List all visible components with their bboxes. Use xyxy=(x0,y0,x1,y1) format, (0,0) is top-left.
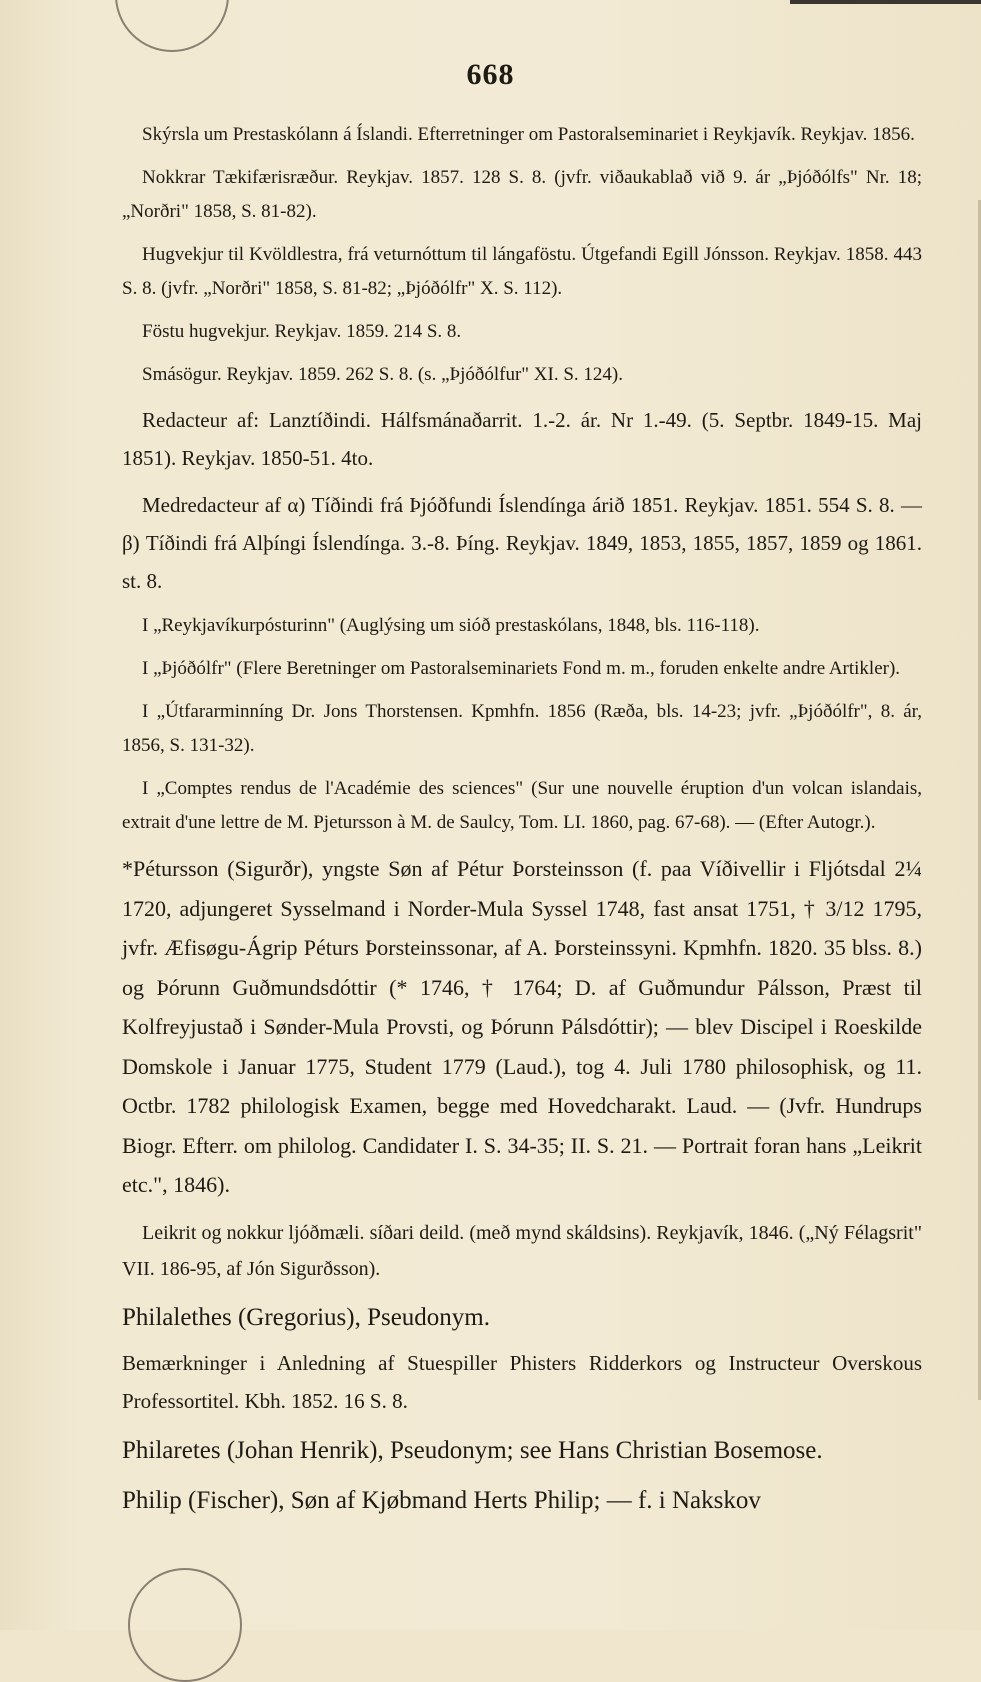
bibliography-entry: I „Þjóðólfr" (Flere Beretninger om Pastoralseminariets Fond m. m., foruden enkelte andre Artikler). xyxy=(142,658,901,679)
bibliography-entry: Bemærkninger i Anledning af Stuespiller Phisters Ridderkors og Instructeur Overskous Professortitel. Kbh. 1852. 16 S. 8. xyxy=(122,1350,922,1413)
bibliography-entry: Skýrsla um Prestaskólann á Íslandi. Efterretninger om Pastoralseminariet i Reykjavík. Reykjav. 1856. xyxy=(142,124,915,145)
author-heading: Philip (Fischer), Søn af Kjøbmand Herts Philip; — f. i Nakskov xyxy=(122,1486,761,1514)
bibliography-entry: Leikrit og nokkur ljóðmæli. síðari deild. (með mynd skáldsins). Reykjavík, 1846. („Ný Félagsrit" VII. 186-95, af Jón Sigurðsson). xyxy=(122,1221,922,1280)
bibliography-entry: I „Comptes rendus de l'Académie des sciences" (Sur une nouvelle éruption d'un volcan islandais, extrait d'une lettre de M. Pjetursson à M. de Saulcy, Tom. LI. 1860, pag. 67-68). — (Efter Autogr.). xyxy=(122,778,922,833)
bibliography-entry: Hugvekjur til Kvöldlestra, frá veturnóttum til lángaföstu. Útgefandi Egill Jónsson. Reykjav. 1858. 443 S. 8. (jvfr. „Norðri" 1858, S. 81-82; „Þjóðólfr" X. S. 112). xyxy=(122,244,922,299)
bibliography-entry: I „Reykjavíkurpósturinn" (Auglýsing um sióð prestaskólans, 1848, bls. 116-118). xyxy=(142,615,760,636)
author-heading: Philaretes (Johan Henrik), Pseudonym; see Hans Christian Bosemose. xyxy=(122,1436,823,1464)
binding-ring-mark xyxy=(115,0,229,52)
page-number: 668 xyxy=(466,58,515,91)
bibliography-entry: Nokkrar Tækifærisræður. Reykjav. 1857. 128 S. 8. (jvfr. viðaukablað við 9. ár „Þjóðólfs" Nr. 18; „Norðri" 1858, S. 81-82). xyxy=(122,167,922,222)
bibliography-entry: I „Útfararminníng Dr. Jons Thorstensen. Kpmhfn. 1856 (Ræða, bls. 14-23; jvfr. „Þjóðólfr", 8. ár, 1856, S. 131-32). xyxy=(122,701,922,756)
bibliography-entry: Redacteur af: Lanztíðindi. Hálfsmánaðarrit. 1.-2. ár. Nr 1.-49. (5. Septbr. 1849-15. Maj 1851). Reykjav. 1850-51. 4to. xyxy=(122,408,922,470)
bibliography-entry: Smásögur. Reykjav. 1859. 262 S. 8. (s. „Þjóðólfur" XI. S. 124). xyxy=(142,364,623,385)
binding-ring-mark xyxy=(128,1568,242,1682)
biography-paragraph: *Pétursson (Sigurðr), yngste Søn af Pétur Þorsteinsson (f. paa Víðivellir i Fljótsdal 2¼ 1720, adjungeret Sysselmand i Norder-Mula Syssel 1748, fast ansat 1751, † 3/12 1795, jvfr. Æfisøgu-Ágrip Péturs Þorsteinssonar, af A. Þorsteinssyni. Kpmhfn. 1820. 35 blss. 8.) og Þórunn Guðmundsdóttir (* 1746, † 1764; D. af Guðmundur Pálsson, Præst til Kolfreyjustað i Sønder-Mula Provsti, og Þórunn Pálsdóttir); — blev Discipel i Roeskilde Domskole i Januar 1775, Student 1779 (Laud.), tog 4. Juli 1780 philosophisk, og 11. Octbr. 1782 philologisk Examen, begge med Hovedcharakt. Laud. — (Jvfr. Hundrups Biogr. Efterr. om philolog. Candidater I. S. 34-35; II. S. 21. — Portrait foran hans „Leikrit etc.", 1846). xyxy=(122,856,922,1197)
top-edge-rule xyxy=(790,0,981,4)
bibliography-entry: Medredacteur af α) Tíðindi frá Þjóðfundi Íslendínga árið 1851. Reykjav. 1851. 554 S. 8. — β) Tíðindi frá Alþíngi Íslendínga. 3.-8. Þíng. Reykjav. 1849, 1853, 1855, 1857, 1859 og 1861. st. 8. xyxy=(122,493,922,593)
author-heading: Philalethes (Gregorius), Pseudonym. xyxy=(122,1303,491,1331)
bibliography-entry: Föstu hugvekjur. Reykjav. 1859. 214 S. 8. xyxy=(142,321,462,342)
text-column xyxy=(122,118,922,1527)
